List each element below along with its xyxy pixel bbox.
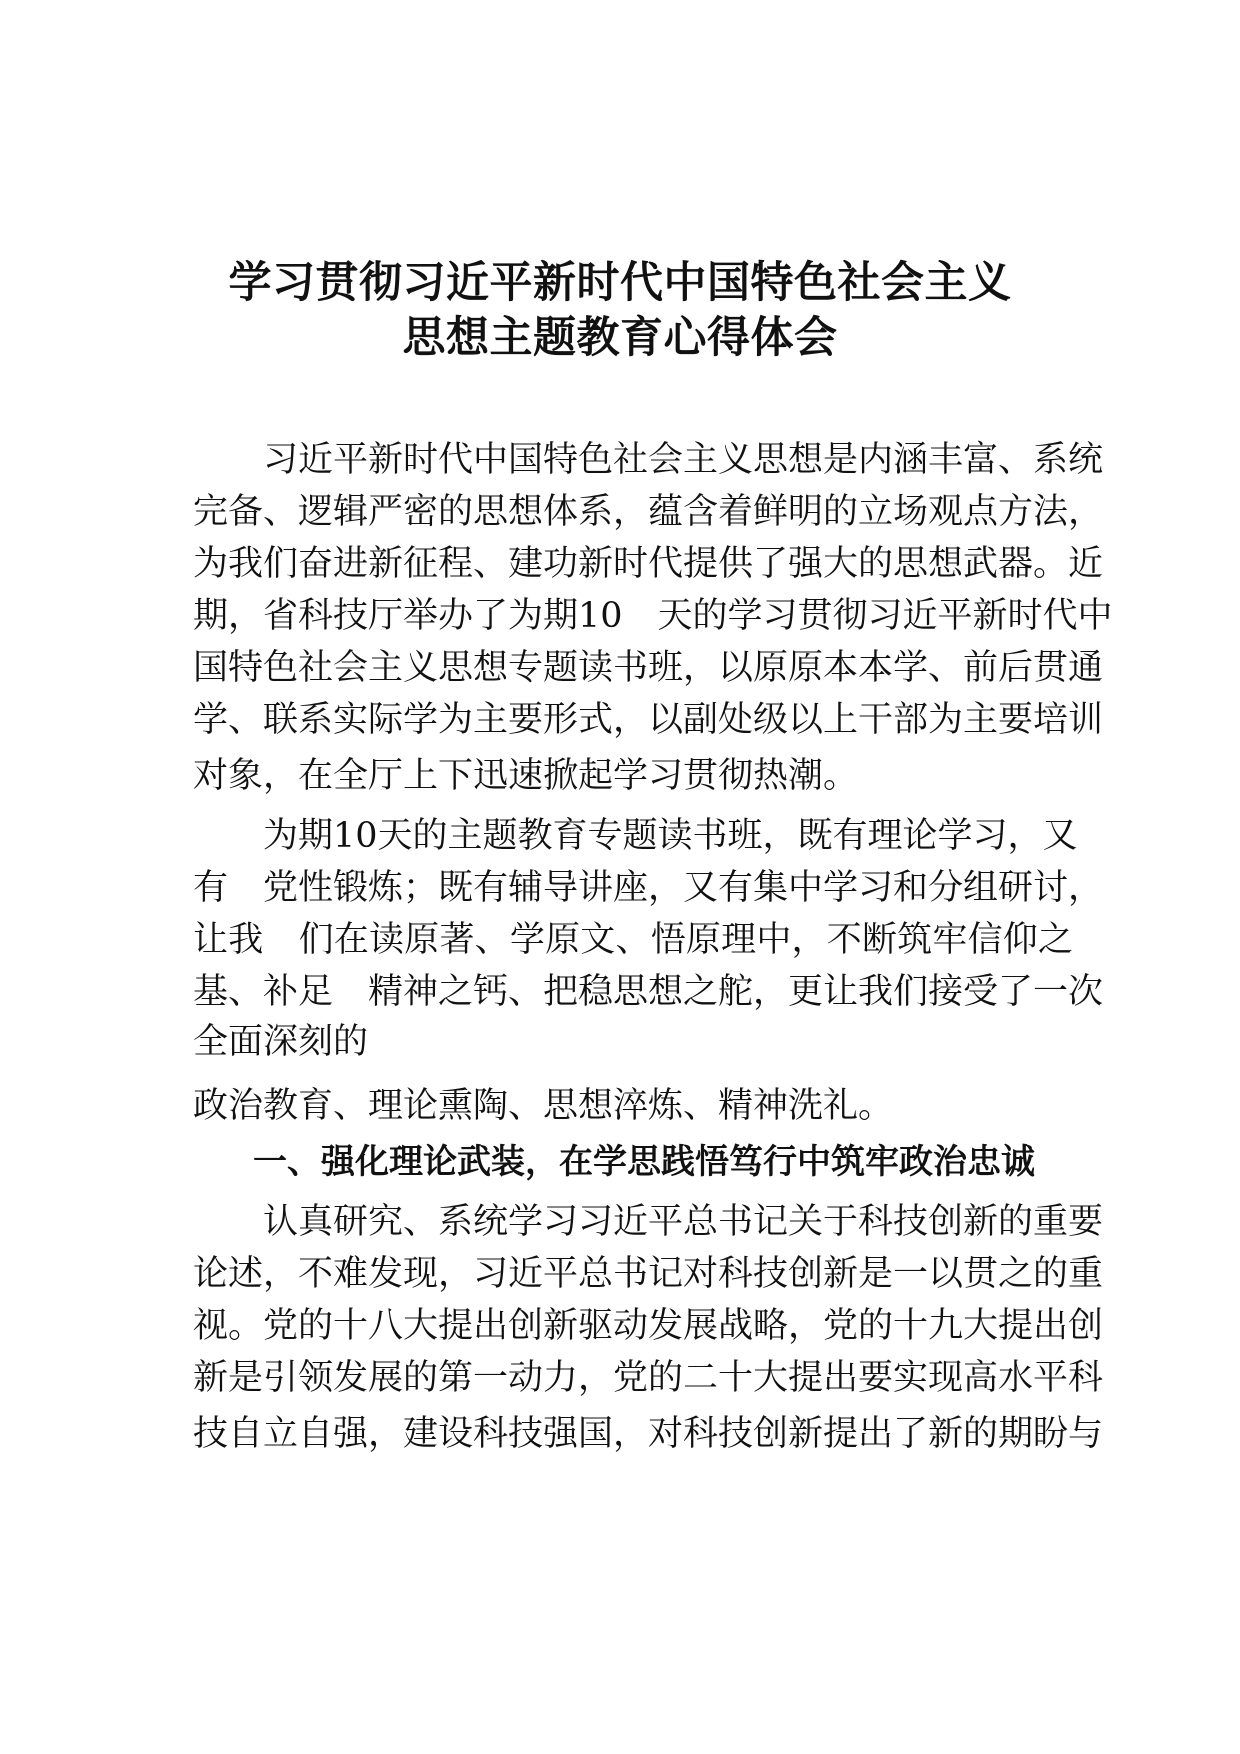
paragraph-1-line: 为我们奋进新征程、建功新时代提供了强大的思想武器。近 — [193, 544, 1104, 584]
paragraph-2-line: 为期10天的主题教育专题读书班，既有理论学习，又 — [193, 816, 1078, 856]
paragraph-2-line: 基、补足 精神之钙、把稳思想之舵，更让我们接受了一次 — [193, 972, 1104, 1012]
paragraph-1-line: 习近平新时代中国特色社会主义思想是内涵丰富、系统 — [193, 440, 1104, 480]
paragraph-2-line: 全面深刻的 — [193, 1022, 369, 1062]
paragraph-3-line: 技自立自强，建设科技强国，对科技创新提出了新的期盼与 — [193, 1414, 1104, 1454]
paragraph-2-line: 有 党性锻炼；既有辅导讲座，又有集中学习和分组研讨， — [193, 868, 1104, 908]
paragraph-3-line: 新是引领发展的第一动力，党的二十大提出要实现高水平科 — [193, 1358, 1104, 1398]
paragraph-1-line: 学、联系实际学为主要形式，以副处级以上干部为主要培训 — [193, 700, 1104, 740]
paragraph-3-line: 视。党的十八大提出创新驱动发展战略，党的十九大提出创 — [193, 1306, 1104, 1346]
paragraph-2-line: 政治教育、理论熏陶、思想淬炼、精神洗礼。 — [193, 1086, 894, 1126]
document-title-line-1: 学习贯彻习近平新时代中国特色社会主义 — [228, 258, 1012, 308]
paragraph-1-line: 期，省科技厅举办了为期10 天的学习贯彻习近平新时代中 — [193, 596, 1113, 636]
paragraph-1-line: 完备、逻辑严密的思想体系，蕴含着鲜明的立场观点方法， — [193, 492, 1104, 532]
paragraph-1-line: 对象，在全厅上下迅速掀起学习贯彻热潮。 — [193, 756, 859, 796]
section-heading-1: 一、强化理论武装，在学思践悟笃行中筑牢政治忠诚 — [253, 1142, 1035, 1182]
paragraph-1-line: 国特色社会主义思想专题读书班，以原原本本学、前后贯通 — [193, 648, 1104, 688]
paragraph-3-line: 认真研究、系统学习习近平总书记关于科技创新的重要 — [193, 1202, 1104, 1242]
paragraph-2-line: 让我 们在读原著、学原文、悟原理中，不断筑牢信仰之 — [193, 920, 1073, 960]
paragraph-3-line: 论述，不难发现，习近平总书记对科技创新是一以贯之的重 — [193, 1254, 1104, 1294]
document-title-line-2: 思想主题教育心得体会 — [402, 313, 838, 363]
